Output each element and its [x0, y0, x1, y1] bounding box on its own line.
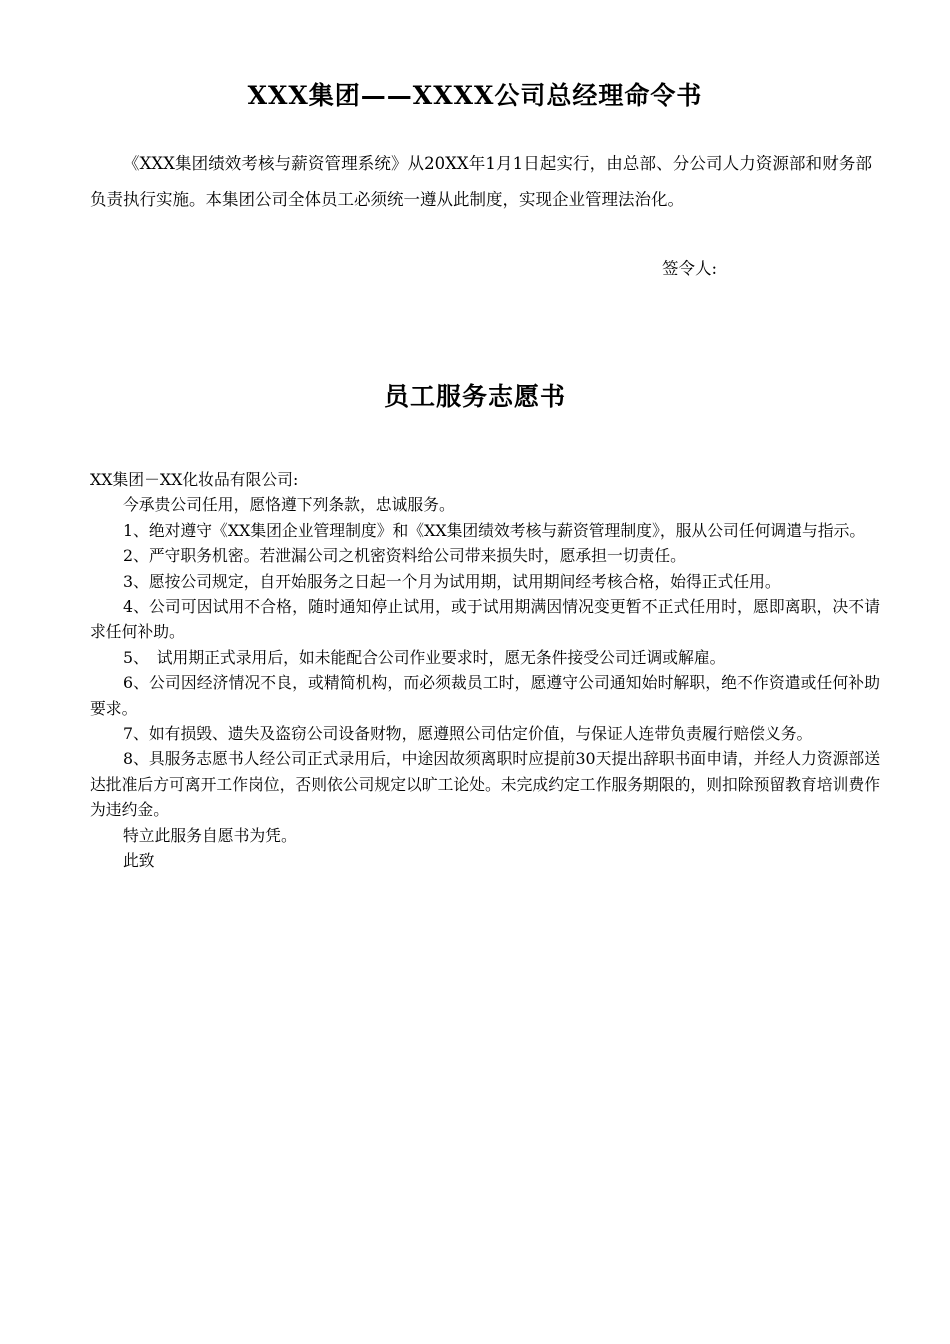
pledge-item-7: 7、如有损毁、遗失及盗窃公司设备财物，愿遵照公司估定价值，与保证人连带负责履行赔偿义务。 — [123, 724, 813, 744]
pledge-item-8: 8、具服务志愿书人经公司正式录用后，中途因故须离职时应提前30天提出辞职书面申请，并经人力资源部送达批准后方可离开工作岗位，否则依公司规定以旷工论处。未完成约定工作服务期限的，则扣除预留教育培训费作为违约金。 — [90, 749, 880, 820]
pledge-item-6: 6、公司因经济情况不良，或精简机构，而必须裁员工时，愿遵守公司通知始时解职，绝不作资遣或任何补助要求。 — [90, 673, 880, 718]
pledge-item-3: 3、愿按公司规定，自开始服务之日起一个月为试用期，试用期间经考核合格，始得正式任用。 — [123, 571, 781, 591]
pledge-closing: 特立此服务自愿书为凭。 — [123, 825, 297, 845]
pledge-intro: 今承贵公司任用，愿恪遵下列条款，忠诚服务。 — [123, 495, 455, 515]
pledge-addressee: XX集团－XX化妆品有限公司: — [90, 470, 299, 489]
pledge-title: 员工服务志愿书 — [383, 382, 566, 411]
pledge-section — [90, 467, 880, 874]
pledge-salutation: 此致 — [123, 851, 155, 871]
signer-label: 签令人: — [662, 259, 718, 278]
pledge-item-4: 4、公司可因试用不合格，随时通知停止试用，或于试用期满因情况变更暂不正式任用时，愿即离职，决不请求任何补助。 — [90, 597, 880, 642]
order-body: 《XXX集团绩效考核与薪资管理系统》从20XX年1月1日起实行，由总部、分公司人力资源部和财务部负责执行实施。本集团公司全体员工必须统一遵从此制度，实现企业管理法治化。 — [90, 154, 872, 209]
pledge-item-1: 1、绝对遵守《XX集团企业管理制度》和《XX集团绩效考核与薪资管理制度》，服从公司任何调遣与指示。 — [123, 520, 866, 540]
pledge-item-5: 5、 试用期正式录用后，如未能配合公司作业要求时，愿无条件接受公司迁调或解雇。 — [123, 647, 726, 667]
pledge-item-2: 2、严守职务机密。若泄漏公司之机密资料给公司带来损失时，愿承担一切责任。 — [123, 546, 686, 566]
order-title: XXX集团——XXXX公司总经理命令书 — [247, 81, 703, 110]
order-section — [90, 146, 872, 218]
